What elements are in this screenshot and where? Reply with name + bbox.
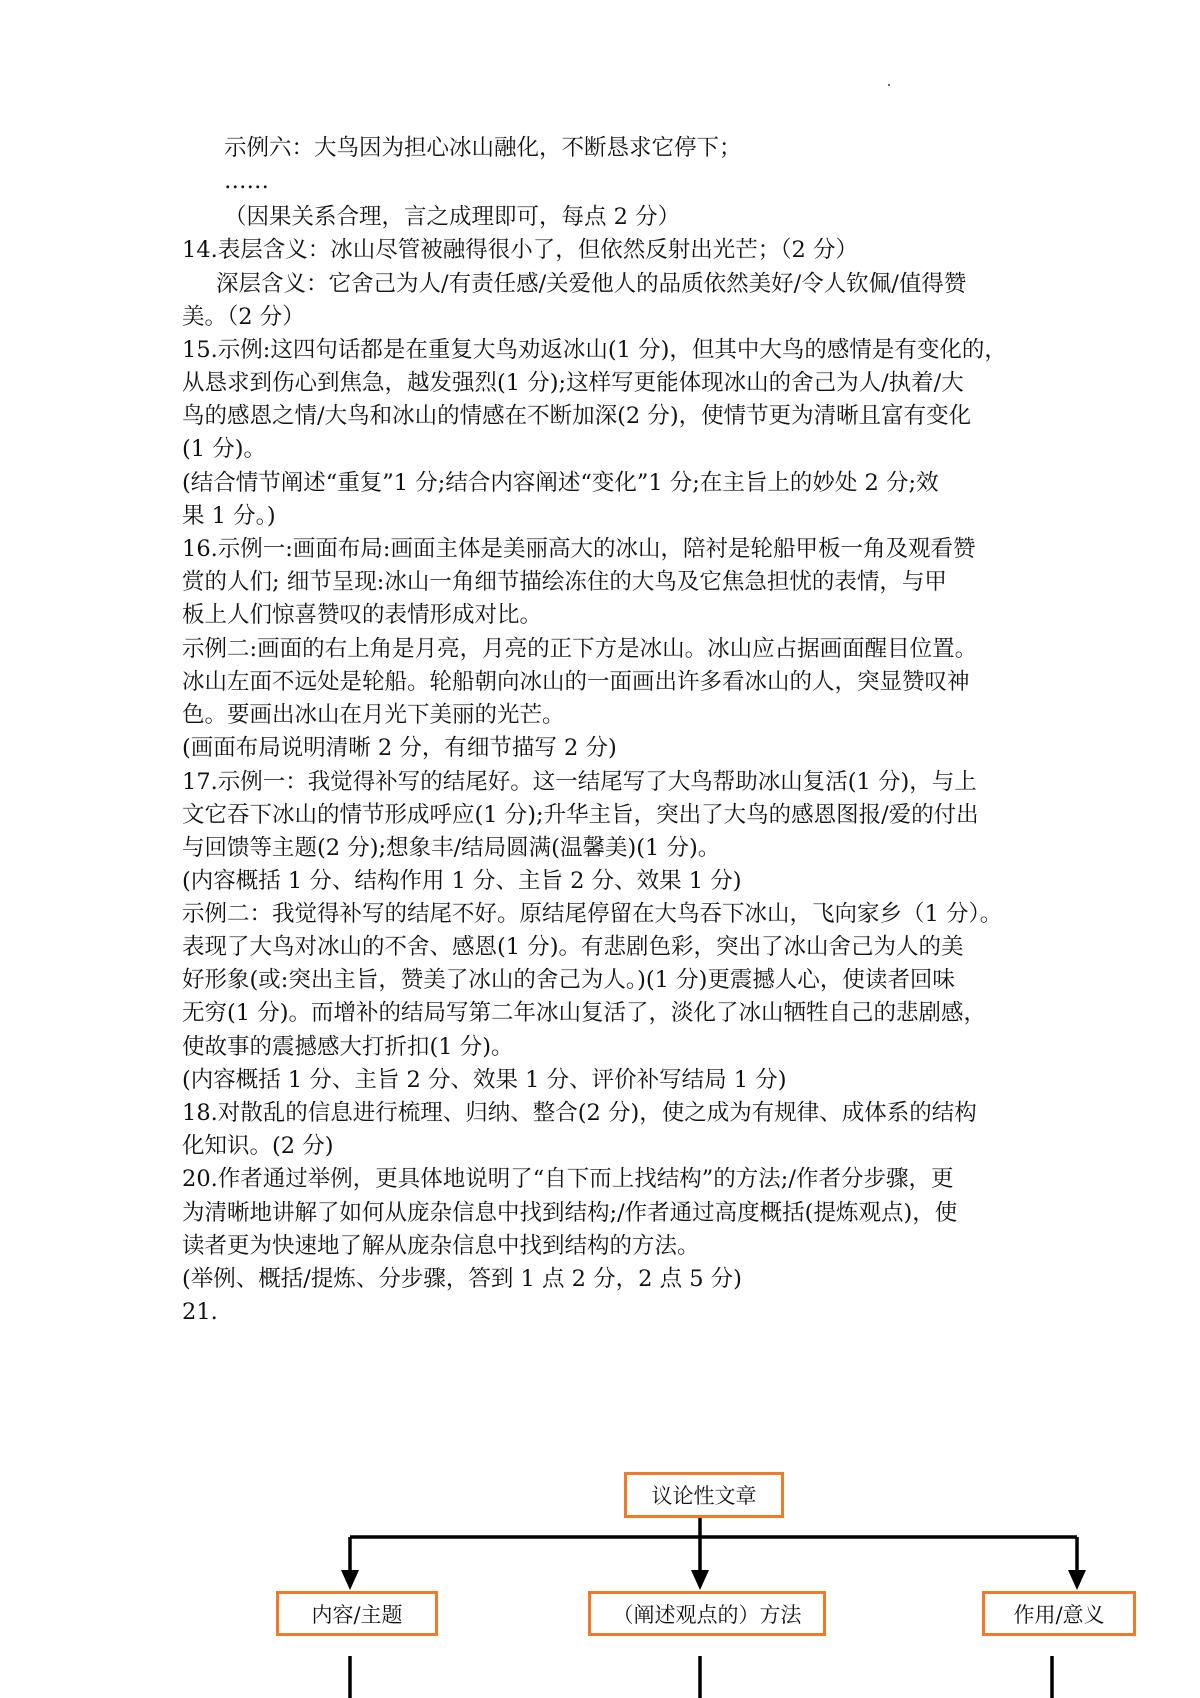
text-line: (内容概括 1 分、结构作用 1 分、主旨 2 分、效果 1 分) (182, 868, 742, 894)
text-line: 21. (182, 1299, 218, 1325)
text-line: 文它吞下冰山的情节形成呼应(1 分);升华主旨，突出了大鸟的感恩图报/爱的付出 (182, 802, 979, 828)
text-line: 果 1 分。) (182, 503, 276, 529)
text-line: (画面布局说明清晰 2 分，有细节描写 2 分) (182, 735, 617, 761)
arrowhead-left (341, 1570, 359, 1590)
text-line: 色。要画出冰山在月光下美丽的光芒。 (182, 702, 565, 728)
child-box-effect: 作用/意义 (982, 1591, 1136, 1636)
text-line: (1 分)。 (182, 436, 267, 462)
text-line: 与回馈等主题(2 分);想象丰/结局圆满(温馨美)(1 分)。 (182, 835, 721, 861)
text-line: 从恳求到伤心到焦急，越发强烈(1 分);这样写更能体现冰山的舍己为人/执着/大 (182, 370, 964, 396)
root-box: 议论性文章 (624, 1472, 784, 1518)
text-line: 18.对散乱的信息进行梳理、归纳、整合(2 分)，使之成为有规律、成体系的结构 (182, 1100, 977, 1126)
text-line: 鸟的感恩之情/大鸟和冰山的情感在不断加深(2 分)，使情节更为清晰且富有变化 (182, 403, 972, 429)
text-line: 化知识。(2 分) (182, 1133, 334, 1159)
text-line: 深层含义：它舍己为人/有责任感/关爱他人的品质依然美好/令人钦佩/值得赞 (216, 271, 967, 297)
scan-speck (888, 84, 890, 86)
text-line: 美。（2 分） (182, 304, 305, 330)
text-line: 17.示例一：我觉得补写的结尾好。这一结尾写了大鸟帮助冰山复活(1 分)，与上 (182, 769, 977, 795)
arrowhead-center (691, 1570, 709, 1590)
text-line: 14.表层含义：冰山尽管被融得很小了，但依然反射出光芒；（2 分） (182, 237, 859, 263)
text-line: …… (224, 168, 269, 194)
text-line: 示例六：大鸟因为担心冰山融化，不断恳求它停下； (224, 135, 742, 161)
text-line: 15.示例:这四句话都是在重复大鸟劝返冰山(1 分)，但其中大鸟的感情是有变化的， (182, 337, 1007, 363)
text-line: 板上人们惊喜赞叹的表情形成对比。 (182, 602, 543, 628)
child-box-content: 内容/主题 (276, 1591, 438, 1636)
text-line: 赏的人们; 细节呈现:冰山一角细节描绘冻住的大鸟及它焦急担忧的表情，与甲 (182, 569, 947, 595)
text-line: (举例、概括/提炼、分步骤，答到 1 点 2 分，2 点 5 分) (182, 1266, 742, 1292)
text-line: 为清晰地讲解了如何从庞杂信息中找到结构;/作者通过高度概括(提炼观点)，使 (182, 1200, 958, 1226)
text-line: 无穷(1 分)。而增补的结局写第二年冰山复活了，淡化了冰山牺牲自己的悲剧感， (182, 1000, 987, 1026)
text-line: 20.作者通过举例，更具体地说明了“自下而上找结构”的方法;/作者分步骤，更 (182, 1166, 954, 1192)
text-line: 使故事的震撼感大打折扣(1 分)。 (182, 1034, 514, 1060)
text-line: (结合情节阐述“重复”1 分;结合内容阐述“变化”1 分;在主旨上的妙处 2 分;效 (182, 470, 939, 496)
child-box-method: （阐述观点的）方法 (588, 1591, 826, 1636)
text-line: （因果关系合理，言之成理即可，每点 2 分） (224, 204, 681, 230)
text-line: 16.示例一:画面布局:画面主体是美丽高大的冰山，陪衬是轮船甲板一角及观看赞 (182, 536, 976, 562)
text-line: 示例二:画面的右上角是月亮，月亮的正下方是冰山。冰山应占据画面醒目位置。 (182, 636, 978, 662)
text-line: 冰山左面不远处是轮船。轮船朝向冰山的一面画出许多看冰山的人，突显赞叹神 (182, 669, 970, 695)
text-line: 好形象(或:突出主旨，赞美了冰山的舍己为人。)(1 分)更震撼人心，使读者回味 (182, 967, 955, 993)
text-line: (内容概括 1 分、主旨 2 分、效果 1 分、评价补写结局 1 分) (182, 1067, 787, 1093)
text-line: 读者更为快速地了解从庞杂信息中找到结构的方法。 (182, 1233, 700, 1259)
arrowhead-right (1068, 1570, 1086, 1590)
text-line: 示例二：我觉得补写的结尾不好。原结尾停留在大鸟吞下冰山，飞向家乡（1 分）。 (182, 901, 1003, 927)
text-line: 表现了大鸟对冰山的不舍、感恩(1 分)。有悲剧色彩，突出了冰山舍己为人的美 (182, 934, 964, 960)
